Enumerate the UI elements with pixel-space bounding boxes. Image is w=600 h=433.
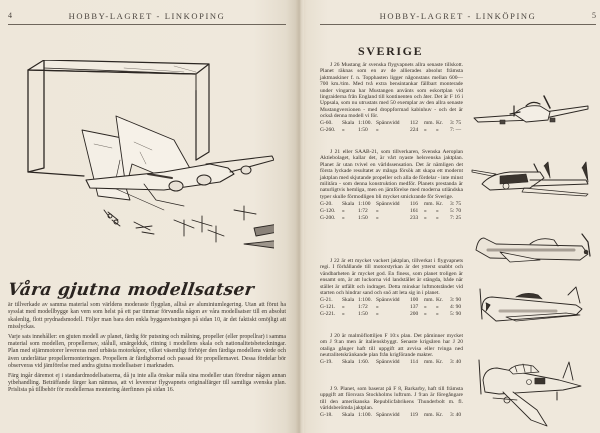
spec-price: 3: 40 [450, 412, 462, 419]
spec-span: 161 [410, 207, 419, 214]
entry-description: J 9. Planet, som baserat på F 8, Barkarby, haft till främsta uppgift att försvara Stockholms luftrum. J 9:an är föregångare till den amerikanska Republicfabrikens Thunderbolt m. fl. världsberömda jaktplan. [320, 386, 463, 412]
j9-plane-icon [473, 358, 593, 430]
spec-code: G-19. [320, 359, 333, 366]
spec-span: 119 [410, 412, 419, 419]
spec-label: Spännvidd [376, 412, 400, 419]
header-title: HOBBY-LAGRET - LINKOPING [68, 11, 226, 21]
spec-label: Skala [342, 359, 355, 366]
spec-row [320, 208, 463, 214]
propeller-parts-icon [104, 206, 274, 248]
saab21-plane-icon [470, 158, 594, 198]
spec-scale: 1:50 [358, 310, 368, 317]
header-title: HOBBY-LAGRET - LINKÖPING [379, 11, 537, 21]
spec-code: G-200. [320, 214, 336, 221]
spec-row [320, 304, 463, 310]
spec-span: 100 [410, 296, 419, 303]
spec-scale: 1:50 [358, 127, 368, 134]
spec-scale: 1:100 [358, 200, 371, 207]
spec-label: Spännvidd [376, 296, 400, 303]
spec-label: Skala [342, 200, 355, 207]
spec-label: Skala [342, 296, 355, 303]
spec-label: » [436, 310, 439, 317]
spec-unit: mm. [424, 200, 434, 207]
spec-code: G-260. [320, 127, 336, 134]
section-heading: Våra gjutna modellsatser [6, 280, 256, 300]
intro-text [8, 302, 286, 397]
header-rule [320, 24, 596, 25]
spec-code: G-121. [320, 303, 336, 310]
paragraph: Varje sats innehåller: en gjuten modell av planet, färdig för putsning och målning, propeller (eller propellrar) i samma material som modellen, propellernav, stålull, smärgelduk, ritning i modellens skala och nationalitetsbeteckningar. Plan med stjärnmotorer levereras med urbästa motorkåpor, vilket väsentligt förhöjer den färdiga modellens värde och även underlättar propellermonteringen. Propellern är färdigborrad och passad för propellernavet. Dessa fördelar bör observeras vid jämförelse med andra gjutna modellsatser i marknaden. [8, 333, 286, 370]
spec-scale: 1:50 [358, 214, 368, 221]
j20-plane-icon [476, 285, 594, 327]
spec-label: » [342, 303, 345, 310]
page-number: 5 [592, 11, 596, 20]
spec-code: G-21. [320, 296, 333, 303]
spec-label: » [342, 127, 345, 134]
spec-unit: mm. [424, 296, 434, 303]
spec-label: Kr. [436, 200, 443, 207]
spec-unit: » [424, 303, 427, 310]
spec-code: G-20. [320, 200, 333, 207]
spec-price: 3: 40 [450, 359, 462, 366]
spec-label: Skala [342, 412, 355, 419]
spec-price: 3: 75 [450, 120, 462, 127]
spec-label: » [376, 310, 379, 317]
entry-description: J 22 är ett mycket vackert jaktplan, tillverkat i flygvapnets regi. I förhållande till motorstyrkan är det ytterst snabbt och vändbarheten är mycket god. En finess, som planet troligen är ensamt om, är att luckorna vid landstället är stängda, både när stället är utfällt och indraget. Detta minskar luftmotståndet vid starten och hindrar sand och snö att leta sig in i planet. [320, 258, 463, 297]
spec-row [320, 359, 463, 365]
spec-row [320, 297, 463, 303]
spec-scale: 1:100. [358, 296, 372, 303]
spec-scale: 1:100. [358, 412, 372, 419]
entry-description: J 20 är malmöflottiljen F 10:s plan. Det påminner mycket om J 9:an men är italienskbyggt. Senaste krigsåren har J 20 otaliga gånger haft till uppgift att avvisa eller tvinga ned neutralitetskränkande plan från krigförande makter. [320, 333, 463, 359]
spec-label: Spännvidd [376, 120, 400, 127]
spec-unit: mm. [424, 120, 434, 127]
spec-label: Kr. [436, 120, 443, 127]
spec-scale: 1:60. [358, 359, 370, 366]
spec-label: Kr. [436, 412, 443, 419]
spec-label: » [376, 127, 379, 134]
spec-row [320, 311, 463, 317]
spec-label: » [376, 214, 379, 221]
catalog-entry-j26 [320, 62, 463, 133]
spec-unit: » [424, 127, 427, 134]
spec-label: » [436, 214, 439, 221]
spec-row [320, 127, 463, 133]
spec-label: Kr. [436, 296, 443, 303]
plan-drawing-icon [82, 116, 192, 210]
spec-label: » [376, 303, 379, 310]
spec-span: 233 [410, 214, 419, 221]
spec-label: Skala [342, 120, 355, 127]
spec-label: » [436, 127, 439, 134]
spec-row [320, 412, 463, 418]
spec-unit: mm. [424, 412, 434, 419]
spec-span: 137 [410, 303, 419, 310]
catalog-entry-j21 [320, 149, 463, 221]
spec-price: 4: 90 [450, 303, 462, 310]
catalog-entry-j20 [320, 333, 463, 366]
left-page-header [8, 11, 286, 25]
j22-plane-icon [470, 228, 594, 264]
book-gutter [296, 0, 304, 433]
spec-price: 3: 90 [450, 296, 462, 303]
spec-label: » [436, 207, 439, 214]
model-kit-illustration [24, 60, 274, 250]
spec-unit: » [424, 310, 427, 317]
spec-unit: mm. [424, 359, 434, 366]
spec-span: 116 [410, 200, 419, 207]
spec-span: 114 [410, 359, 419, 366]
catalog-entry-j9 [320, 386, 463, 419]
spec-label: » [342, 310, 345, 317]
spec-scale: 1:72 [358, 207, 368, 214]
paragraph: Färg ingår däremot ej i standardmodellsatserna, då ju inte alla önskar måla sina modeller utan föredrar någon annan ytbehandling. Beträffande färger kan nämnas, att vi levererar flygvapnets originalfärger till samtliga svenska plan. Prislista på tillbehör för modellernas montering återfinnes på sidan 16. [8, 372, 286, 394]
right-page-header [320, 11, 596, 25]
spec-span: 224 [410, 127, 419, 134]
page-number: 4 [8, 11, 12, 20]
spec-code: G-60. [320, 120, 333, 127]
mustang-plane-icon [470, 92, 594, 132]
right-page [298, 0, 600, 433]
spec-span: 200 [410, 310, 419, 317]
spec-code: G-18. [320, 412, 333, 419]
catalog-entry-j22 [320, 258, 463, 317]
spec-unit: » [424, 207, 427, 214]
spec-row [320, 215, 463, 221]
spec-price: 7: — [450, 127, 462, 134]
spec-price: 5: 90 [450, 310, 462, 317]
spec-scale: 1:100. [358, 120, 372, 127]
spec-label: Spännvidd [376, 200, 400, 207]
paragraph: är tillverkade av samma material som världens moderaste flygplan, alltså av aluminiumlegering. Utan att förut ha sysslat med modellbygge kan vem som helst på ett par timmar förvandla någon av våra modellsatser till en absolut skalenlig, flott prydnadsmodell. Följer man bara den enkla bygganvisningen på sidan 10, är det faktiskt omöjligt att misslyckas. [8, 302, 286, 331]
entry-description: J 26 Mustang är svenska flygvapnets allra senaste tillskott. Planet räknas som en av de allierades absolut främsta jaktmaskiner f. n. Topphasten ligger någonstans mellan 600—700 km./tim. Med två extra bensintankar fällbart monterade under vingarna har Mustangen använts som eskortplan vid lingraiderna från England till kontinenten och åter. Det är F 16 i Uppsala, som nu utrustats med 50 exemplar av den allra senaste Mustangversionen - med droppformad kabinhuv - och det är också denna modell vi för. [320, 62, 463, 120]
spec-span: 112 [410, 120, 419, 127]
spec-label: » [436, 303, 439, 310]
header-rule [8, 24, 286, 25]
spec-label: » [342, 214, 345, 221]
spec-code: G-120. [320, 207, 336, 214]
spec-price: 7: 25 [450, 214, 462, 221]
spec-code: G-221. [320, 310, 336, 317]
spec-label: » [342, 207, 345, 214]
spec-unit: » [424, 214, 427, 221]
spec-price: 5: 70 [450, 207, 462, 214]
spec-scale: 1:72 [358, 303, 368, 310]
spec-label: Spännvidd [376, 359, 400, 366]
country-title: SVERIGE [358, 44, 424, 58]
entry-description: J 21 eller SAAB-21, som tillverkaren, Svenska Aeroplan Aktiebolaget, kallar det, är vårt nyaste helsvenska jaktplan. Planet är utan tvivel en världssensation. Det är nämligen det första lyckade resultatet av många försök att skapa ett modernt jaktplan med skjutande propeller och alla de fördelar - inte minst militära - som denna konstruktion medför. Planets prestanda är naturligtvis hemliga, men en jämförelse med moderna utländska typer skulle förmodligen bli mycket smickrande för Sverige. [320, 149, 463, 200]
spec-price: 3: 75 [450, 200, 462, 207]
spec-label: » [376, 207, 379, 214]
spec-row [320, 201, 463, 207]
spec-label: Kr. [436, 359, 443, 366]
left-page [0, 0, 298, 433]
spec-row [320, 120, 463, 126]
